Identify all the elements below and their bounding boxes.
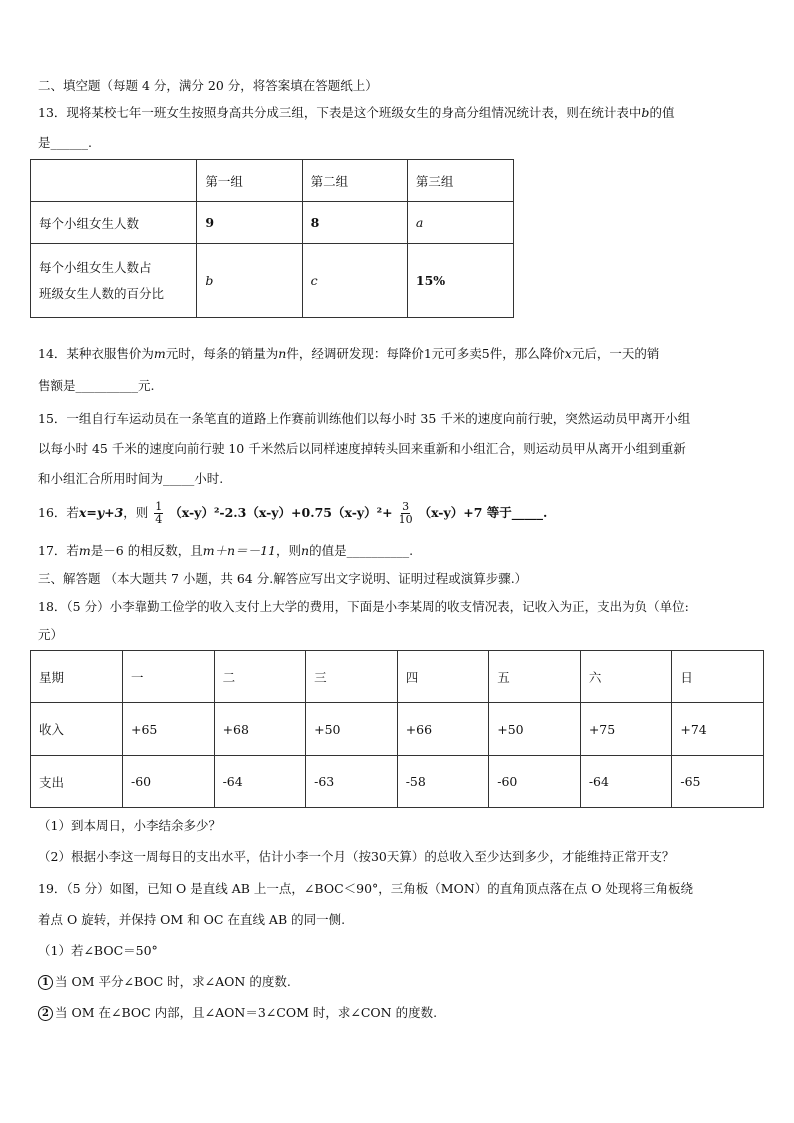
table-header: 第三组	[407, 160, 513, 202]
table-cell: +75	[580, 703, 672, 756]
table-cell: +66	[397, 703, 489, 756]
section-heading-fill-in: 二、填空题（每题 4 分，满分 20 分，将答案填在答题纸上）	[38, 78, 378, 93]
q19-item2: 2 当 OM 在∠BOC 内部，且∠AON＝3∠COM 时，求∠CON 的度数.	[38, 1005, 437, 1021]
table-header: 第一组	[197, 160, 302, 202]
table-cell: 9	[197, 202, 302, 244]
q16-line: 16．若x=y+3，则 $\frac{1}{4}$ （x-y）²-2.3（x-y）+0.75（x-y）²+ $\frac{3}{10}$ （x-y）+7 等于_____.	[38, 500, 548, 526]
table-cell: c	[302, 244, 407, 318]
q18-line1: 18．（5 分）小李靠勤工俭学的收入支付上大学的费用，下面是小李某周的收支情况表，记收入为正，支出为负（单位:	[38, 599, 689, 614]
table-header: 日	[672, 651, 764, 703]
table-cell: a	[407, 202, 513, 244]
row-label: 每个小组女生人数	[31, 202, 197, 244]
fraction: $\frac{1}{4}$	[155, 500, 163, 526]
q18-sub1: （1）到本周日，小李结余多少？	[38, 818, 221, 833]
table-cell: -63	[306, 756, 398, 808]
q13-group-table	[30, 159, 514, 318]
row-label: 每个小组女生人数占 班级女生人数的百分比	[31, 244, 197, 318]
circled-number: 2	[38, 1006, 53, 1021]
q13-line1: 13．现将某校七年一班女生按照身高共分成三组，下表是这个班级女生的身高分组情况统计表，则在统计表中b的值	[38, 105, 675, 120]
table-row	[31, 202, 514, 244]
table-cell: 15%	[407, 244, 513, 318]
table-row	[31, 244, 514, 318]
q15-line3: 和小组汇合所用时间为_____小时.	[38, 471, 224, 486]
table-cell: +50	[489, 703, 581, 756]
table-header: 一	[123, 651, 215, 703]
q18-sub2: （2）根据小李这一周每日的支出水平，估计小李一个月（按30天算）的总收入至少达到多少，才能维持正常开支？	[38, 849, 675, 864]
q14-line2: 售额是__________元.	[38, 378, 155, 393]
table-cell: -65	[672, 756, 764, 808]
table-header: 第二组	[302, 160, 407, 202]
table-cell: +68	[214, 703, 306, 756]
table-cell	[31, 160, 197, 202]
q13-line2: 是______.	[38, 135, 92, 150]
q17-line: 17．若m是－6 的相反数，且m＋n＝－11，则n的值是__________.	[38, 543, 414, 558]
fraction: $\frac{3}{10}$	[398, 500, 413, 526]
table-header: 二	[214, 651, 306, 703]
section-heading-answer: 三、解答题 （本大题共 7 小题，共 64 分.解答应写出文字说明、证明过程或演算步骤.）	[38, 571, 528, 586]
q19-sub1: （1）若∠BOC＝50°	[38, 943, 158, 958]
circled-number: 1	[38, 975, 53, 990]
table-cell: +65	[123, 703, 215, 756]
table-cell: +50	[306, 703, 398, 756]
table-header: 星期	[31, 651, 123, 703]
table-cell: 8	[302, 202, 407, 244]
table-cell: +74	[672, 703, 764, 756]
row-label: 收入	[31, 703, 123, 756]
table-cell: -58	[397, 756, 489, 808]
q19-line2: 着点 O 旋转，并保持 OM 和 OC 在直线 AB 的同一侧.	[38, 912, 346, 927]
table-cell: -64	[580, 756, 672, 808]
q19-item1: 1 当 OM 平分∠BOC 时，求∠AON 的度数.	[38, 974, 291, 990]
table-row	[31, 160, 514, 202]
row-label: 支出	[31, 756, 123, 808]
q14-line1: 14．某种衣服售价为m元时，每条的销量为n件，经调研发现：每降价1元可多卖5件，那么降价x元后，一天的销	[38, 346, 660, 361]
table-header: 五	[489, 651, 581, 703]
table-row	[31, 651, 764, 703]
q18-line2: 元）	[38, 627, 64, 642]
table-cell: -60	[489, 756, 581, 808]
q15-line1: 15．一组自行车运动员在一条笔直的道路上作赛前训练他们以每小时 35 千米的速度向前行驶，突然运动员甲离开小组	[38, 411, 691, 426]
q18-income-table	[30, 650, 764, 808]
table-header: 六	[580, 651, 672, 703]
table-row	[31, 703, 764, 756]
table-header: 三	[306, 651, 398, 703]
q19-line1: 19．（5 分）如图，已知 O 是直线 AB 上一点，∠BOC＜90°，三角板（MON）的直角顶点落在点 O 处现将三角板绕	[38, 881, 693, 896]
table-cell: -60	[123, 756, 215, 808]
table-header: 四	[397, 651, 489, 703]
table-cell: b	[197, 244, 302, 318]
table-row	[31, 756, 764, 808]
table-cell: -64	[214, 756, 306, 808]
q15-line2: 以每小时 45 千米的速度向前行驶 10 千米然后以同样速度掉转头回来重新和小组汇合，则运动员甲从离开小组到重新	[38, 441, 686, 456]
